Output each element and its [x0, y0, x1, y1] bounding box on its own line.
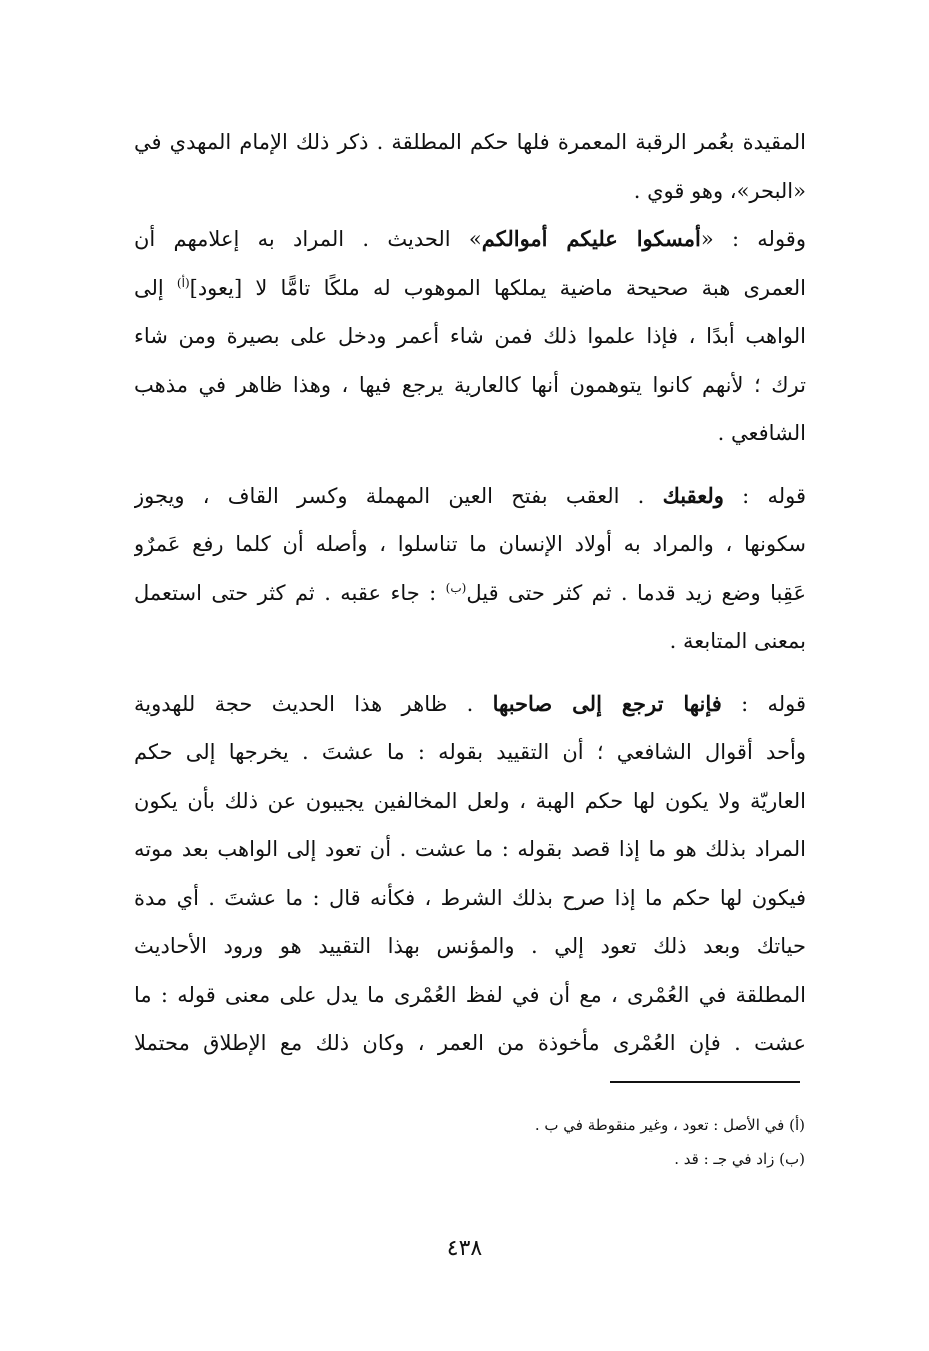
- paragraph-gap: [134, 458, 806, 472]
- line-prefix: قوله :: [723, 483, 806, 508]
- footnote-divider: [610, 1081, 800, 1083]
- line-prefix: العمرى هبة صحيحة ماضية يملكها الموهوب له ملكًا تامًّا لا [يعود]: [189, 275, 806, 300]
- main-text: [134, 118, 806, 1068]
- page-number: ٤٣٨: [446, 1236, 483, 1261]
- footnote-marker: (أ): [176, 275, 190, 290]
- text-line: [134, 264, 806, 313]
- text-line: بمعنى المتابعة .: [669, 629, 806, 653]
- text-line: «البحر»، وهو قوي .: [633, 178, 806, 203]
- text-line: المراد بذلك هو ما إذا قصد بقوله : ما عشت . أن تعود إلى الواهب بعد موته: [134, 837, 806, 861]
- hadith-phrase: ولعقبك: [662, 482, 724, 508]
- footnote: (أ) في الأصل : تعود ، وغير منقوطة في ب .: [534, 1116, 805, 1134]
- line-suffix: : جاء عقبه . ثم كثر حتى استعمل: [134, 580, 446, 605]
- text-line: العاريّة ولا يكون لها حكم الهبة ، ولعل المخالفين يجيبون عن ذلك بأن يكون: [134, 788, 806, 813]
- line-suffix: . ظاهر هذا الحديث حجة للهدوية: [134, 691, 493, 716]
- text-line: وأحد أقوال الشافعي ؛ أن التقييد بقوله : ما عشتَ . يخرجها إلى حكم: [134, 740, 806, 764]
- footnote: (ب) زاد في جـ : قد .: [674, 1150, 805, 1168]
- text-line: [134, 215, 806, 264]
- text-line: [134, 680, 806, 729]
- paragraph-gap: [134, 666, 806, 680]
- text-line: [134, 569, 806, 618]
- line-suffix: » الحديث . المراد به إعلامهم أن: [134, 227, 482, 251]
- hadith-phrase: فإنها ترجع إلى صاحبها: [492, 690, 722, 716]
- footnotes: [305, 1108, 805, 1176]
- text-line: الواهب أبدًا ، فإذا علموا ذلك فمن شاء أعمر ودخل على بصيرة ومن شاء: [134, 324, 806, 348]
- text-line: ترك ؛ لأنهم كانوا يتوهمون أنها كالعارية يرجع فيها ، وهذا ظاهر في مذهب: [134, 372, 806, 397]
- line-suffix: . العقب بفتح العين المهملة وكسر القاف ، ويجوز: [134, 483, 663, 508]
- text-line: حياتك وبعد ذلك تعود إلي . والمؤنس بهذا التقييد هو ورود الأحاديث: [134, 934, 806, 958]
- footnote-marker: (ب): [445, 580, 467, 595]
- text-line: عشت . فإن العُمْرى مأخوذة من العمر ، وكان ذلك مع الإطلاق محتملا: [134, 1031, 806, 1055]
- text-line: المقيدة بعُمر الرقبة المعمرة فلها حكم المطلقة . ذكر ذلك الإمام المهدي في: [134, 130, 806, 154]
- line-prefix: عَقِبا وضع زيد قدما . ثم كثر حتى قيل: [466, 580, 806, 605]
- hadith-phrase: أمسكوا عليكم أموالكم: [481, 226, 701, 251]
- line-suffix: إلى: [134, 275, 177, 300]
- text-line: سكونها ، والمراد به أولاد الإنسان ما تناسلوا ، وأصله أن كلما رفع عَمرٌو: [134, 532, 806, 556]
- line-prefix: وقوله : «: [700, 227, 806, 251]
- text-line: [134, 472, 806, 521]
- line-prefix: قوله :: [721, 691, 806, 716]
- text-line: فيكون لها حكم ما إذا صرح بذلك الشرط ، فكأنه قال : ما عشتَ . أي مدة: [134, 885, 806, 910]
- text-line: المطلقة في العُمْرى ، مع أن في لفظ العُمْرى ما يدل على معنى قوله : ما: [134, 982, 806, 1007]
- text-line: الشافعي .: [717, 421, 806, 445]
